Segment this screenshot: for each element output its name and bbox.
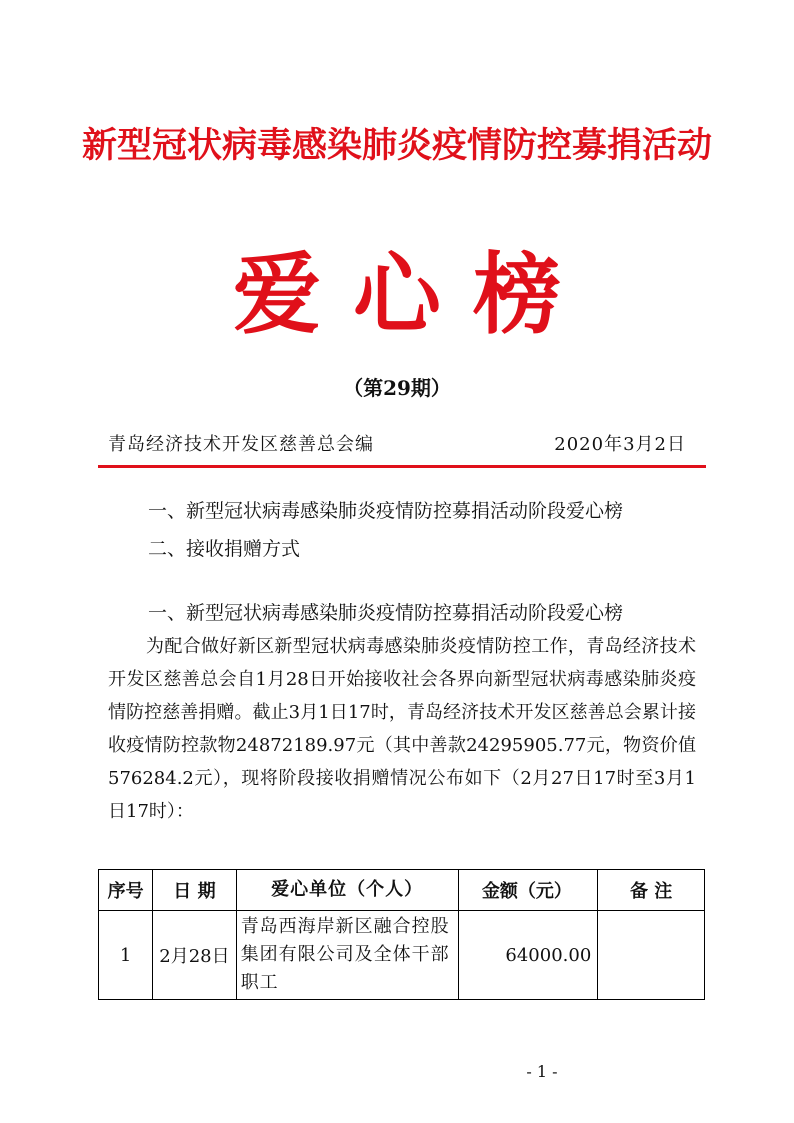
toc-item-1: 一、新型冠状病毒感染肺炎疫情防控募捐活动阶段爱心榜 (148, 500, 624, 522)
header-cell-donor: 爱心单位（个人） (236, 870, 458, 911)
red-divider (98, 465, 706, 468)
toc-item-2: 二、接收捐赠方式 (148, 538, 301, 560)
page-number: - 1 - (526, 1062, 558, 1081)
table-header-row (99, 870, 705, 911)
header-cell-no: 序号 (99, 870, 153, 911)
section-heading: 一、新型冠状病毒感染肺炎疫情防控募捐活动阶段爱心榜 (148, 602, 624, 624)
header-cell-remark: 备 注 (598, 870, 705, 911)
donation-table (98, 869, 705, 1000)
document-title: 新型冠状病毒感染肺炎疫情防控募捐活动 (81, 126, 712, 166)
cell-remark (598, 911, 705, 1000)
header-cell-date: 日 期 (153, 870, 236, 911)
cell-date: 2月28日 (153, 911, 236, 1000)
cell-no: 1 (99, 911, 153, 1000)
publish-date: 2020年3月2日 (554, 434, 686, 455)
publisher-line: 青岛经济技术开发区慈善总会编 (108, 434, 374, 455)
cell-amount: 64000.00 (458, 911, 598, 1000)
cell-donor: 青岛西海岸新区融合控股集团有限公司及全体干部职工 (236, 911, 458, 1000)
honor-roll-title: 爱心榜 (232, 242, 593, 346)
issue-number: （第29期） (343, 376, 451, 400)
table-row (99, 911, 705, 1000)
body-paragraph: 为配合做好新区新型冠状病毒感染肺炎疫情防控工作，青岛经济技术开发区慈善总会自1月28日开始接收社会各界向新型冠状病毒感染肺炎疫情防控慈善捐赠。截止3月1日17时，青岛经济技术开发区慈善总会累计接收疫情防控款物24872189.97元（其中善款24295905.77元，物资价值576284.2元），现将阶段接收捐赠情况公布如下（2月27日17时至3月1日17时）： (108, 636, 696, 822)
header-cell-amount: 金额（元） (458, 870, 598, 911)
